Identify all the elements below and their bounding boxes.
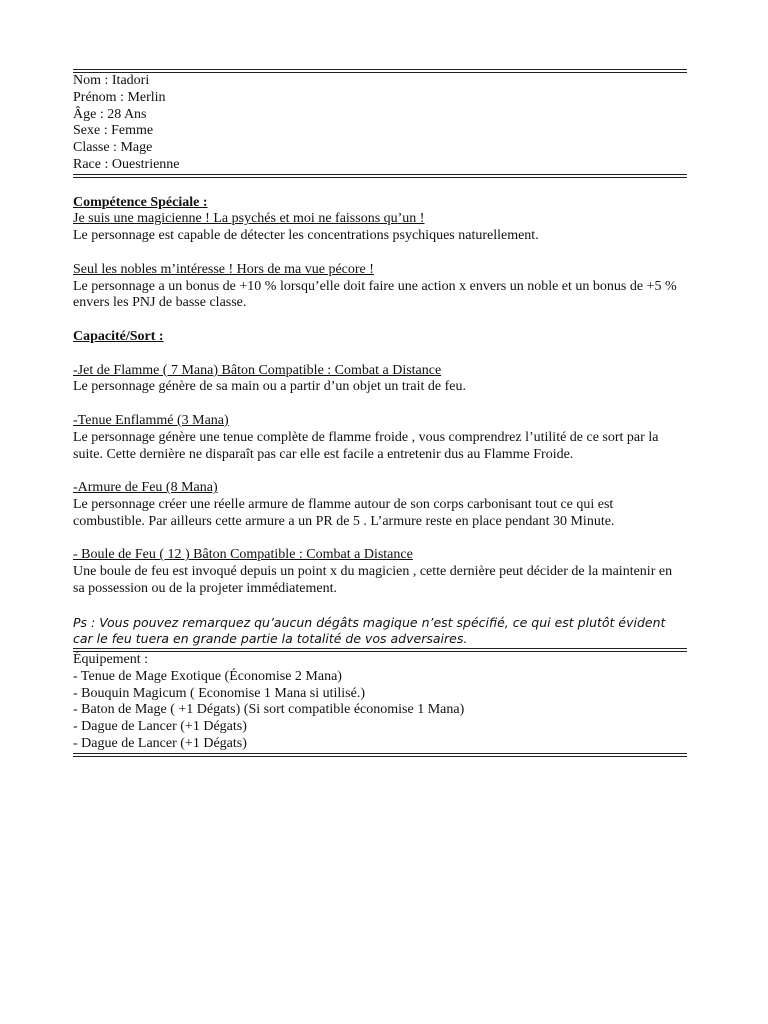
competence-title: Seul les nobles m’intéresse ! Hors de ma vue pécore ! <box>73 261 374 277</box>
equipement-section <box>73 652 687 753</box>
spell-title: -Armure de Feu (8 Mana) <box>73 480 218 496</box>
competence-text: Le personnage a un bonus de +10 % lorsqu’elle doit faire une action x envers un noble et un bonus de +5 % envers les PNJ de basse classe. <box>73 278 677 311</box>
spell-title: -Tenue Enflammé (3 Mana) <box>73 412 229 428</box>
equipement-item: - Dague de Lancer (+1 Dégats) <box>73 719 247 735</box>
competence-title: Je suis une magicienne ! La psychés et moi ne faissons qu’un ! <box>73 211 425 227</box>
equipement-heading: Équipement : <box>73 652 149 668</box>
spell-title: - Boule de Feu ( 12 ) Bâton Compatible : Combat a Distance <box>73 547 413 563</box>
equipement-item: - Tenue de Mage Exotique (Économise 2 Mana) <box>73 668 342 684</box>
double-rule <box>73 753 687 757</box>
capacite-heading: Capacité/Sort : <box>73 328 164 344</box>
equipement-item: - Baton de Mage ( +1 Dégats) (Si sort compatible économise 1 Mana) <box>73 702 465 718</box>
sexe-field: Sexe : Femme <box>73 123 154 139</box>
equipement-item: - Dague de Lancer (+1 Dégats) <box>73 736 247 752</box>
race-field: Race : Ouestrienne <box>73 156 180 172</box>
competence-text: Le personnage est capable de détecter les concentrations psychiques naturellement. <box>73 228 539 244</box>
competence-section <box>73 195 687 313</box>
spell-text: Une boule de feu est invoqué depuis un point x du magicien , cette dernière peut décider de la maintenir en sa possession ou de la projeter immédiatement. <box>73 564 673 596</box>
prenom-field: Prénom : Merlin <box>73 89 166 105</box>
equipement-item: - Bouquin Magicum ( Economise 1 Mana si utilisé.) <box>73 685 366 701</box>
capacite-section <box>73 329 687 648</box>
competence-heading: Compétence Spéciale : <box>73 194 208 210</box>
nom-field: Nom : Itadori <box>73 73 150 88</box>
spell-title: -Jet de Flamme ( 7 Mana) Bâton Compatible : Combat a Distance <box>73 362 442 378</box>
ps-note: Ps : Vous pouvez remarquez qu’aucun dégâts magique n’est spécifié, ce qui est plutôt évident car le feu tuera en grande partie la totalité de vos adversaires. <box>73 614 666 647</box>
spell-text: Le personnage créer une réelle armure de flamme autour de son corps carbonisant tout ce qui est combustible. Par ailleurs cette armure a un PR de 5 . L’armure reste en place pendant 30 Minute. <box>73 496 615 529</box>
spell-text: Le personnage génère une tenue complète de flamme froide , vous comprendrez l’utilité de ce sort par la suite. Cette dernière ne disparaît pas car elle est facile a entretenir dus au Flamme Froide. <box>73 429 659 462</box>
spell-text: Le personnage génère de sa main ou a partir d’un objet un trait de feu. <box>73 379 467 395</box>
identity-block <box>73 73 687 174</box>
age-field: Âge : 28 Ans <box>73 106 147 122</box>
classe-field: Classe : Mage <box>73 140 153 156</box>
character-sheet <box>73 69 687 757</box>
